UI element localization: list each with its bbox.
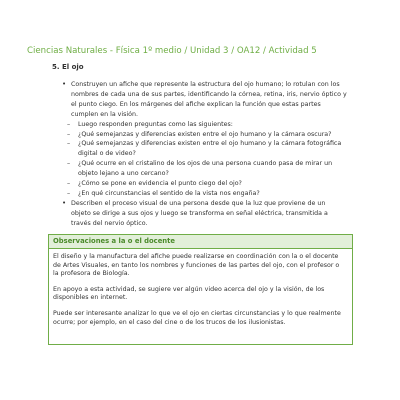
observations-title: Observaciones a la o el docente	[49, 235, 352, 249]
observation-paragraph: En apoyo a esta actividad, se sugiere ver algún video acerca del ojo y la visión, de los disponibles en internet.	[53, 285, 325, 302]
teacher-observations-box	[48, 234, 353, 345]
activity-content	[62, 80, 347, 229]
page-header-breadcrumb: Ciencias Naturales - Física 1º medio / Unidad 3 / OA12 / Actividad 5	[27, 46, 317, 56]
question-item: – ¿Qué semejanzas y diferencias existen entre el ojo humano y la cámara fotográfica digital o de video?	[62, 139, 347, 159]
observation-paragraph: El diseño y la manufactura del afiche puede realizarse en coordinación con la o el docente de Artes Visuales, en tanto los nombres y funciones de las partes del ojo, con el profesor o la profesora de Biología.	[53, 253, 340, 278]
question-item: – ¿En qué circunstancias el sentido de la vista nos engaña?	[62, 189, 347, 199]
question-item: – ¿Qué semejanzas y diferencias existen entre el ojo humano y la cámara oscura?	[62, 130, 347, 140]
activity-bullet-proceso-visual: • Describen el proceso visual de una persona desde que la luz que proviene de un objeto se dirige a sus ojos y luego se transforma en señal eléctrica, transmitida a través del nervio óptico.	[62, 199, 347, 229]
section-title: 5. El ojo	[52, 63, 84, 71]
observation-paragraph: Puede ser interesante analizar lo que ve el ojo en ciertas circunstancias y lo que realmente ocurre; por ejemplo, en el caso del cine o de los trucos de los ilusionistas.	[53, 309, 341, 326]
activity-bullet-afiche: • Construyen un afiche que represente la estructura del ojo humano; lo rotulan con los nombres de cada una de sus partes, identificando la córnea, retina, iris, nervio óptico y el punto ciego. En los márgenes del afiche explican la función que estas partes cumplen en la visión.	[62, 80, 347, 120]
question-item: – ¿Qué ocurre en el cristalino de los ojos de una persona cuando pasa de mirar un objeto lejano a uno cercano?	[62, 159, 347, 179]
question-intro: – Luego responden preguntas como las siguientes:	[62, 120, 347, 130]
question-item: – ¿Cómo se pone en evidencia el punto ciego del ojo?	[62, 179, 347, 189]
observations-body	[49, 249, 352, 327]
